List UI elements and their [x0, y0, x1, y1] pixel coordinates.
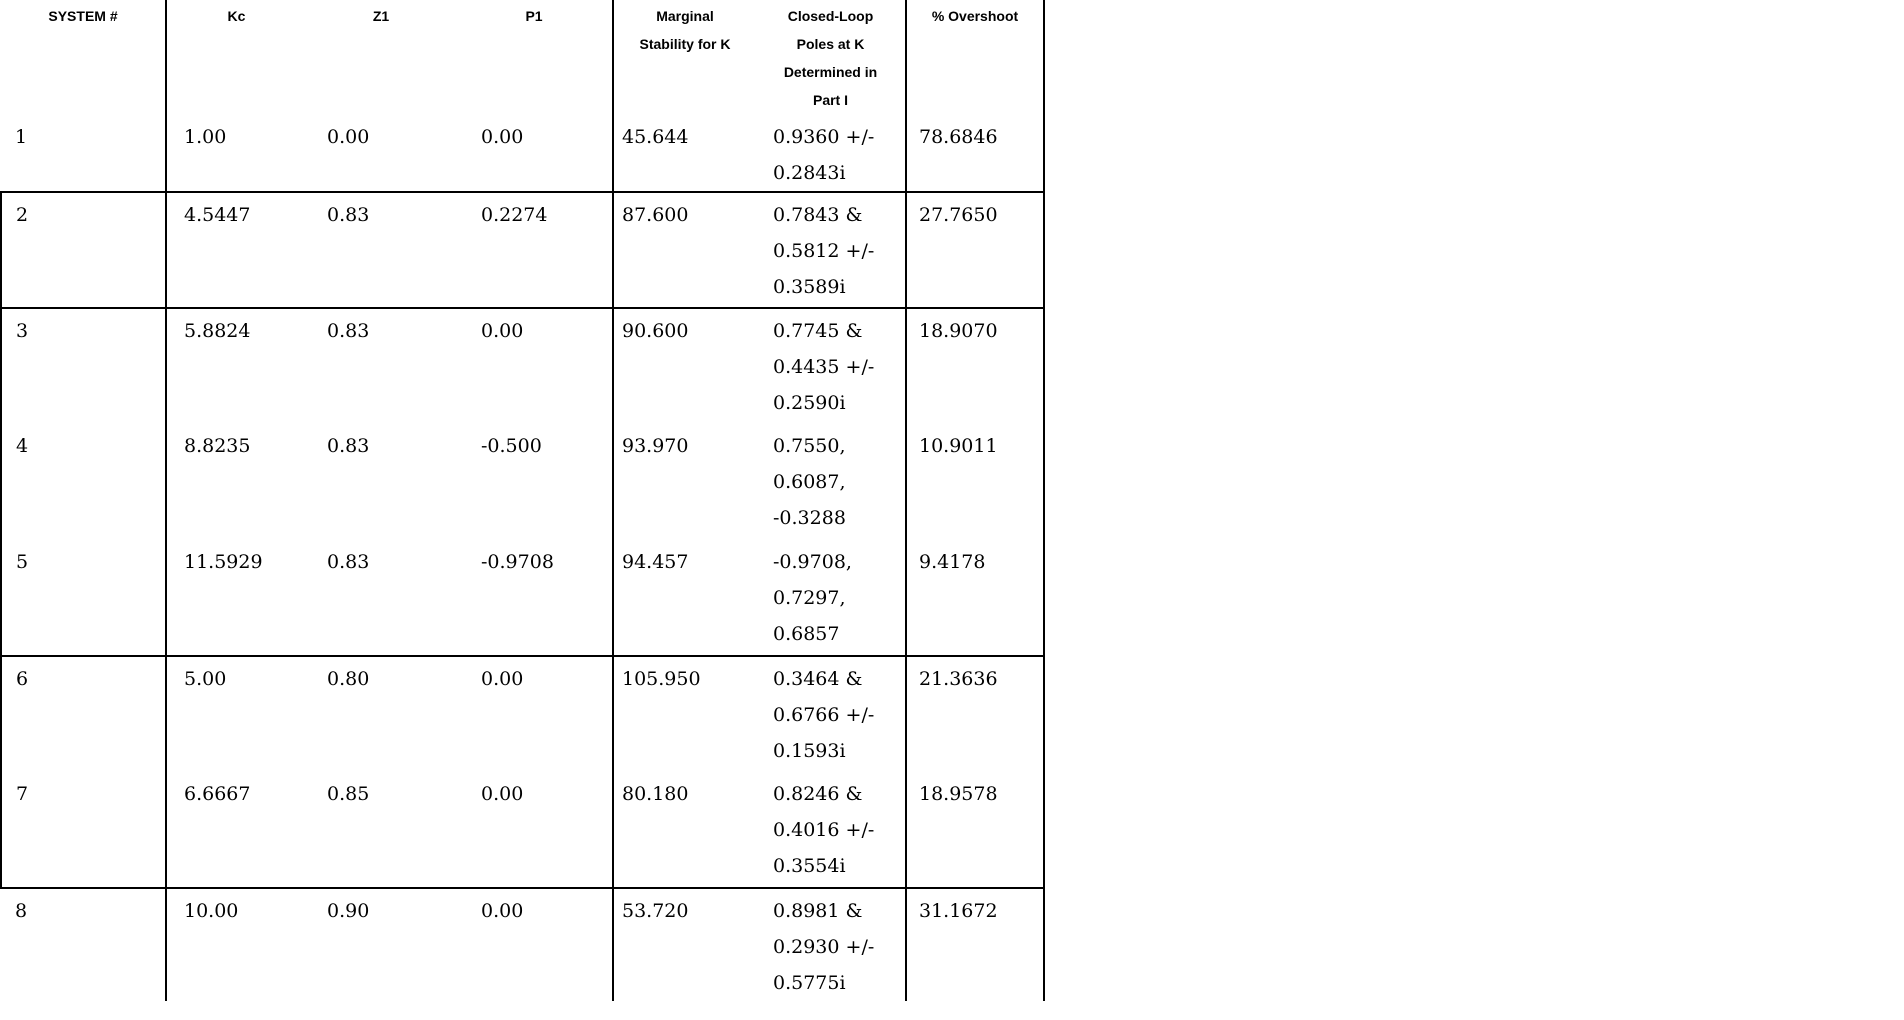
poles-line: 0.8246 &: [773, 783, 863, 805]
cell-system-number: 3: [1, 308, 166, 424]
table-row: [1, 115, 1044, 192]
cell-closed-loop-poles: [756, 424, 906, 540]
cell-z1: 0.80: [327, 668, 370, 690]
cell-kc: 8.8235: [184, 435, 251, 457]
poles-line: -0.3288: [773, 507, 846, 529]
cell-closed-loop-poles: [756, 192, 906, 308]
poles-line: 0.6087,: [773, 471, 846, 493]
cell-kc: 5.00: [184, 668, 227, 690]
poles-line: 0.7297,: [773, 587, 846, 609]
cell-p1: 0.00: [456, 888, 613, 1001]
cell-percent-overshoot: 18.9578: [906, 772, 1044, 888]
cell-closed-loop-poles: [756, 656, 906, 772]
table-row: [1, 424, 1044, 540]
cell-system-number: 2: [1, 192, 166, 308]
poles-line: 0.5775i: [773, 972, 846, 994]
header-line: Closed-Loop: [787, 8, 874, 24]
cell-percent-overshoot: 78.6846: [906, 115, 1044, 192]
cell-kc: 4.5447: [166, 192, 306, 308]
column-header-kc: Kc: [227, 8, 246, 24]
cell-system-number: 5: [1, 540, 166, 656]
poles-line: 0.4016 +/-: [773, 819, 875, 841]
cell-closed-loop-poles: [756, 115, 906, 192]
header-line: Marginal: [656, 8, 714, 24]
cell-p1: -0.9708: [456, 540, 613, 656]
cell-z1: 0.83: [327, 435, 370, 457]
table-row: [1, 888, 1044, 1001]
cell-z1: 0.90: [327, 900, 370, 922]
table-row: [1, 540, 1044, 656]
poles-line: 0.7745 &: [773, 320, 863, 342]
poles-line: 0.6857: [773, 623, 840, 645]
poles-line: 0.8981 &: [773, 900, 863, 922]
poles-line: 0.7550,: [773, 435, 846, 457]
cell-z1: 0.00: [306, 115, 456, 192]
cell-marginal-stability: 93.970: [622, 435, 689, 457]
cell-kc: 10.00: [184, 900, 239, 922]
cell-kc: 1.00: [166, 115, 306, 192]
cell-p1: 0.00: [456, 115, 613, 192]
cell-closed-loop-poles: [756, 772, 906, 888]
poles-line: 0.6766 +/-: [773, 704, 875, 726]
cell-marginal-stability: 105.950: [622, 668, 701, 690]
cell-percent-overshoot: 21.3636: [906, 656, 1044, 772]
column-header-marginal-stability: [613, 0, 756, 115]
cell-system-number: 6: [1, 656, 166, 772]
column-header-system-number: SYSTEM #: [1, 0, 166, 115]
cell-system-number: 8: [1, 888, 166, 1001]
header-row: [1, 0, 1044, 115]
poles-line: 0.2590i: [773, 392, 846, 414]
poles-line: 0.7843 &: [773, 204, 863, 226]
cell-kc: 11.5929: [166, 540, 306, 656]
header-line: Determined in: [783, 64, 878, 80]
cell-marginal-stability: 90.600: [622, 320, 689, 342]
cell-z1: 0.85: [306, 772, 456, 888]
table-row: [1, 772, 1044, 888]
cell-system-number: 1: [1, 115, 166, 192]
cell-percent-overshoot: 10.9011: [906, 424, 1044, 540]
cell-marginal-stability: 87.600: [613, 192, 756, 308]
header-line: Stability for K: [639, 36, 731, 52]
poles-line: 0.2930 +/-: [773, 936, 875, 958]
cell-percent-overshoot: 18.9070: [906, 308, 1044, 424]
poles-line: 0.5812 +/-: [773, 240, 875, 262]
poles-line: 0.9360 +/-: [773, 126, 875, 148]
cell-marginal-stability: 94.457: [613, 540, 756, 656]
cell-closed-loop-poles: [756, 540, 906, 656]
cell-system-number: 7: [1, 772, 166, 888]
cell-percent-overshoot: 27.7650: [906, 192, 1044, 308]
column-header-percent-overshoot: % Overshoot: [906, 0, 1044, 115]
table-row: [1, 308, 1044, 424]
cell-kc: 5.8824: [184, 320, 251, 342]
cell-percent-overshoot: 9.4178: [906, 540, 1044, 656]
cell-p1: 0.00: [456, 656, 613, 772]
column-header-closed-loop-poles: [756, 0, 906, 115]
poles-line: 0.3554i: [773, 855, 846, 877]
cell-marginal-stability: 53.720: [622, 900, 689, 922]
table-row: [1, 656, 1044, 772]
poles-line: -0.9708,: [773, 551, 852, 573]
cell-system-number: 4: [1, 424, 166, 540]
column-header-p1: P1: [456, 0, 613, 115]
cell-z1: 0.83: [327, 320, 370, 342]
header-line: Poles at K: [796, 36, 865, 52]
poles-line: 0.4435 +/-: [773, 356, 875, 378]
cell-closed-loop-poles: [756, 888, 906, 1001]
header-line: Part I: [812, 92, 848, 108]
cell-percent-overshoot: 31.1672: [906, 888, 1044, 1001]
cell-marginal-stability: 45.644: [613, 115, 756, 192]
table-row: [1, 192, 1044, 308]
cell-kc: 6.6667: [166, 772, 306, 888]
cell-z1: 0.83: [306, 192, 456, 308]
cell-p1: 0.00: [456, 308, 613, 424]
cell-closed-loop-poles: [756, 308, 906, 424]
cell-p1: 0.2274: [456, 192, 613, 308]
cell-z1: 0.83: [306, 540, 456, 656]
poles-line: 0.3464 &: [773, 668, 863, 690]
cell-p1: -0.500: [456, 424, 613, 540]
cell-marginal-stability: 80.180: [613, 772, 756, 888]
poles-line: 0.3589i: [773, 276, 846, 298]
poles-line: 0.2843i: [773, 162, 846, 184]
poles-line: 0.1593i: [773, 740, 846, 762]
cell-p1: 0.00: [456, 772, 613, 888]
column-header-z1: Z1: [372, 8, 390, 24]
